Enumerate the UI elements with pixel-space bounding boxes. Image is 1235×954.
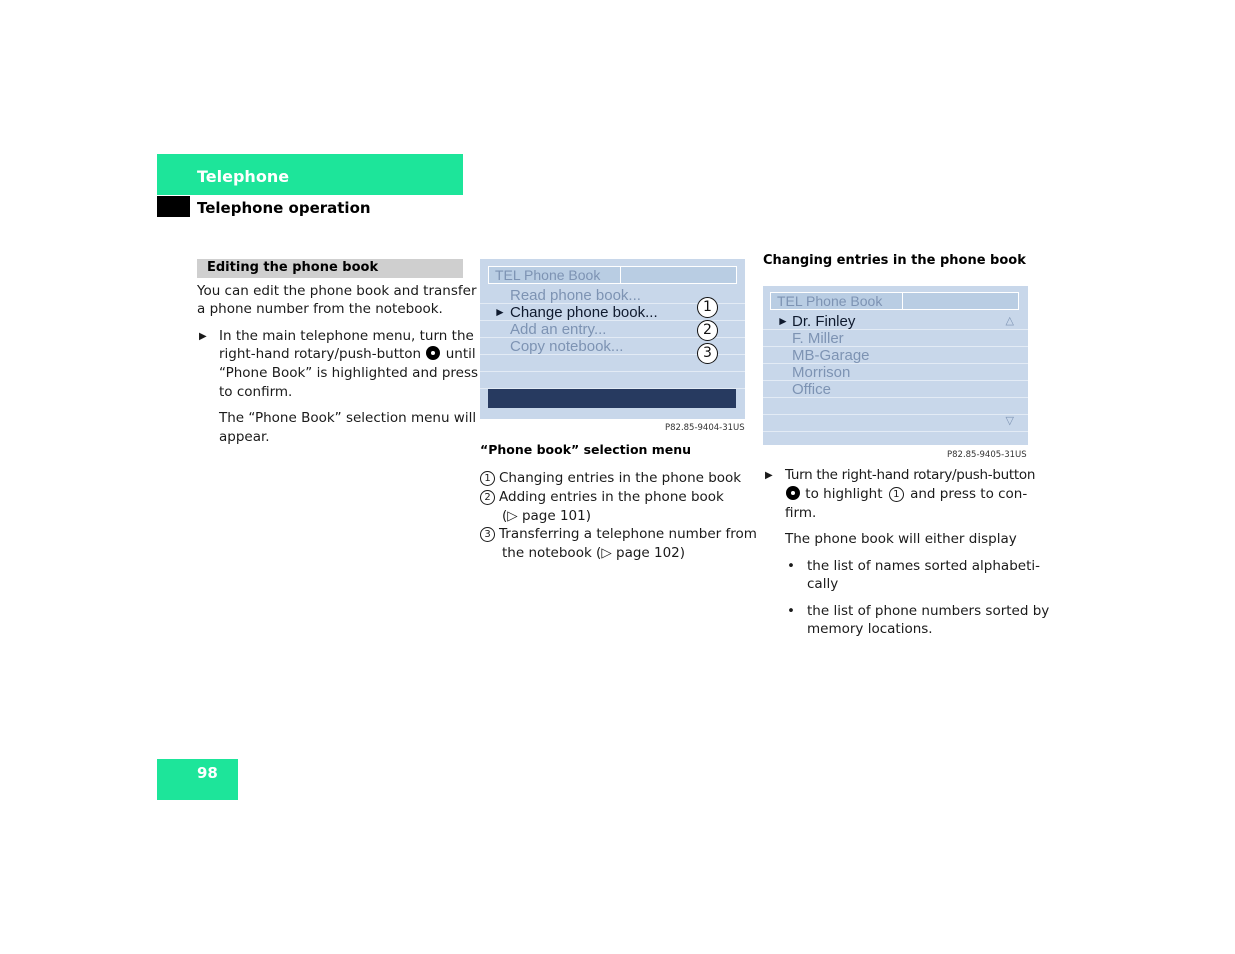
rotary-button-icon — [786, 486, 800, 500]
right-step-line-1: Turn the right-hand rotary/push-button — [785, 467, 1036, 483]
page-number-box — [157, 759, 238, 800]
legend-item-2: 2 Adding entries in the phone book — [480, 488, 724, 507]
scroll-down-icon: ▽ — [1005, 415, 1014, 427]
list-row — [763, 330, 1028, 347]
list-item: Dr. Finley — [792, 313, 856, 330]
list-row — [763, 347, 1028, 364]
callout-1: 1 — [697, 297, 718, 318]
chapter-title: Telephone — [197, 167, 290, 186]
inline-number-1: 1 — [889, 487, 904, 502]
step-line-1: In the main telephone menu, turn the — [219, 328, 474, 344]
menu-item-read: Read phone book... — [510, 287, 641, 304]
phone-book-list-screen — [763, 286, 1028, 445]
menu-item-change: Change phone book... — [510, 304, 658, 321]
intro-line-2: a phone number from the notebook. — [197, 301, 443, 317]
legend-item-3-ref: the notebook (▷ page 102) — [502, 545, 686, 561]
bullet-icon: • — [787, 558, 795, 574]
scroll-up-icon: △ — [1005, 315, 1014, 327]
step-line-2 — [219, 345, 476, 364]
figure-code-1: P82.85-9404-31US — [665, 423, 745, 433]
figure-caption: “Phone book” selection menu — [480, 442, 692, 457]
rotary-button-icon — [426, 346, 440, 360]
figure-code-2: P82.85-9405-31US — [947, 450, 1027, 460]
step-line-2-pre: right-hand rotary/push-button — [219, 346, 422, 362]
list-item-selected — [763, 313, 1028, 330]
legend-item-3: 3 Transferring a telephone number from — [480, 525, 757, 544]
right-result: The phone book will either display — [785, 531, 1017, 547]
legend-number-3: 3 — [480, 527, 495, 542]
bullet-icon: • — [787, 603, 795, 619]
list-item: Morrison — [792, 364, 851, 381]
right-step-line-2: to highlight 1 and press to con- — [785, 485, 1027, 504]
legend-number-2: 2 — [480, 490, 495, 505]
phone-book-menu-screen — [480, 259, 745, 419]
list-item: Office — [792, 381, 831, 398]
result-line-1: The “Phone Book” selection menu will — [219, 410, 477, 426]
list-item: F. Miller — [792, 330, 844, 347]
list-empty-row — [763, 398, 1028, 415]
bullet-1-line-2: cally — [807, 576, 839, 592]
callout-2: 2 — [697, 320, 718, 341]
right-heading: Changing entries in the phone book — [763, 253, 1026, 268]
list-row — [763, 364, 1028, 381]
legend-item-2-ref: (▷ page 101) — [502, 508, 591, 524]
callout-3: 3 — [697, 343, 718, 364]
result-line-2: appear. — [219, 429, 270, 445]
screen-title-box — [488, 266, 737, 284]
list-empty-row — [763, 415, 1028, 432]
step-line-3: “Phone Book” is highlighted and press — [219, 365, 479, 381]
section-title: Telephone operation — [197, 199, 371, 217]
bullet-1-line-1: the list of names sorted alphabeti- — [807, 558, 1040, 574]
bullet-2-line-2: memory locations. — [807, 621, 933, 637]
legend-item-1: 1 Changing entries in the phone book — [480, 469, 741, 488]
list-row — [763, 381, 1028, 398]
step-arrow-icon: ▶ — [765, 470, 773, 481]
selection-arrow-icon: ► — [494, 305, 506, 319]
bullet-2-line-1: the list of phone numbers sorted by — [807, 603, 1050, 619]
step-line-4: to confirm. — [219, 384, 293, 400]
step-arrow-icon: ▶ — [199, 331, 207, 342]
page-number: 98 — [197, 764, 218, 782]
screen-title-box — [770, 292, 1019, 310]
subsection-bar — [197, 259, 463, 278]
subsection-title: Editing the phone book — [207, 260, 379, 275]
selection-arrow-icon: ► — [777, 314, 789, 328]
chapter-header — [157, 154, 463, 195]
screen-title: TEL Phone Book — [495, 267, 601, 283]
screen-status-bar — [488, 389, 736, 408]
right-step-line-3: firm. — [785, 505, 817, 521]
section-marker — [157, 196, 190, 217]
list-item: MB-Garage — [792, 347, 870, 364]
step-line-2-post: until — [445, 346, 476, 362]
menu-item-copy: Copy notebook... — [510, 338, 624, 355]
legend-number-1: 1 — [480, 471, 495, 486]
menu-empty-row — [480, 372, 745, 389]
screen-title: TEL Phone Book — [777, 293, 883, 309]
menu-item-add: Add an entry... — [510, 321, 607, 338]
intro-line-1: You can edit the phone book and transfer — [197, 283, 477, 299]
